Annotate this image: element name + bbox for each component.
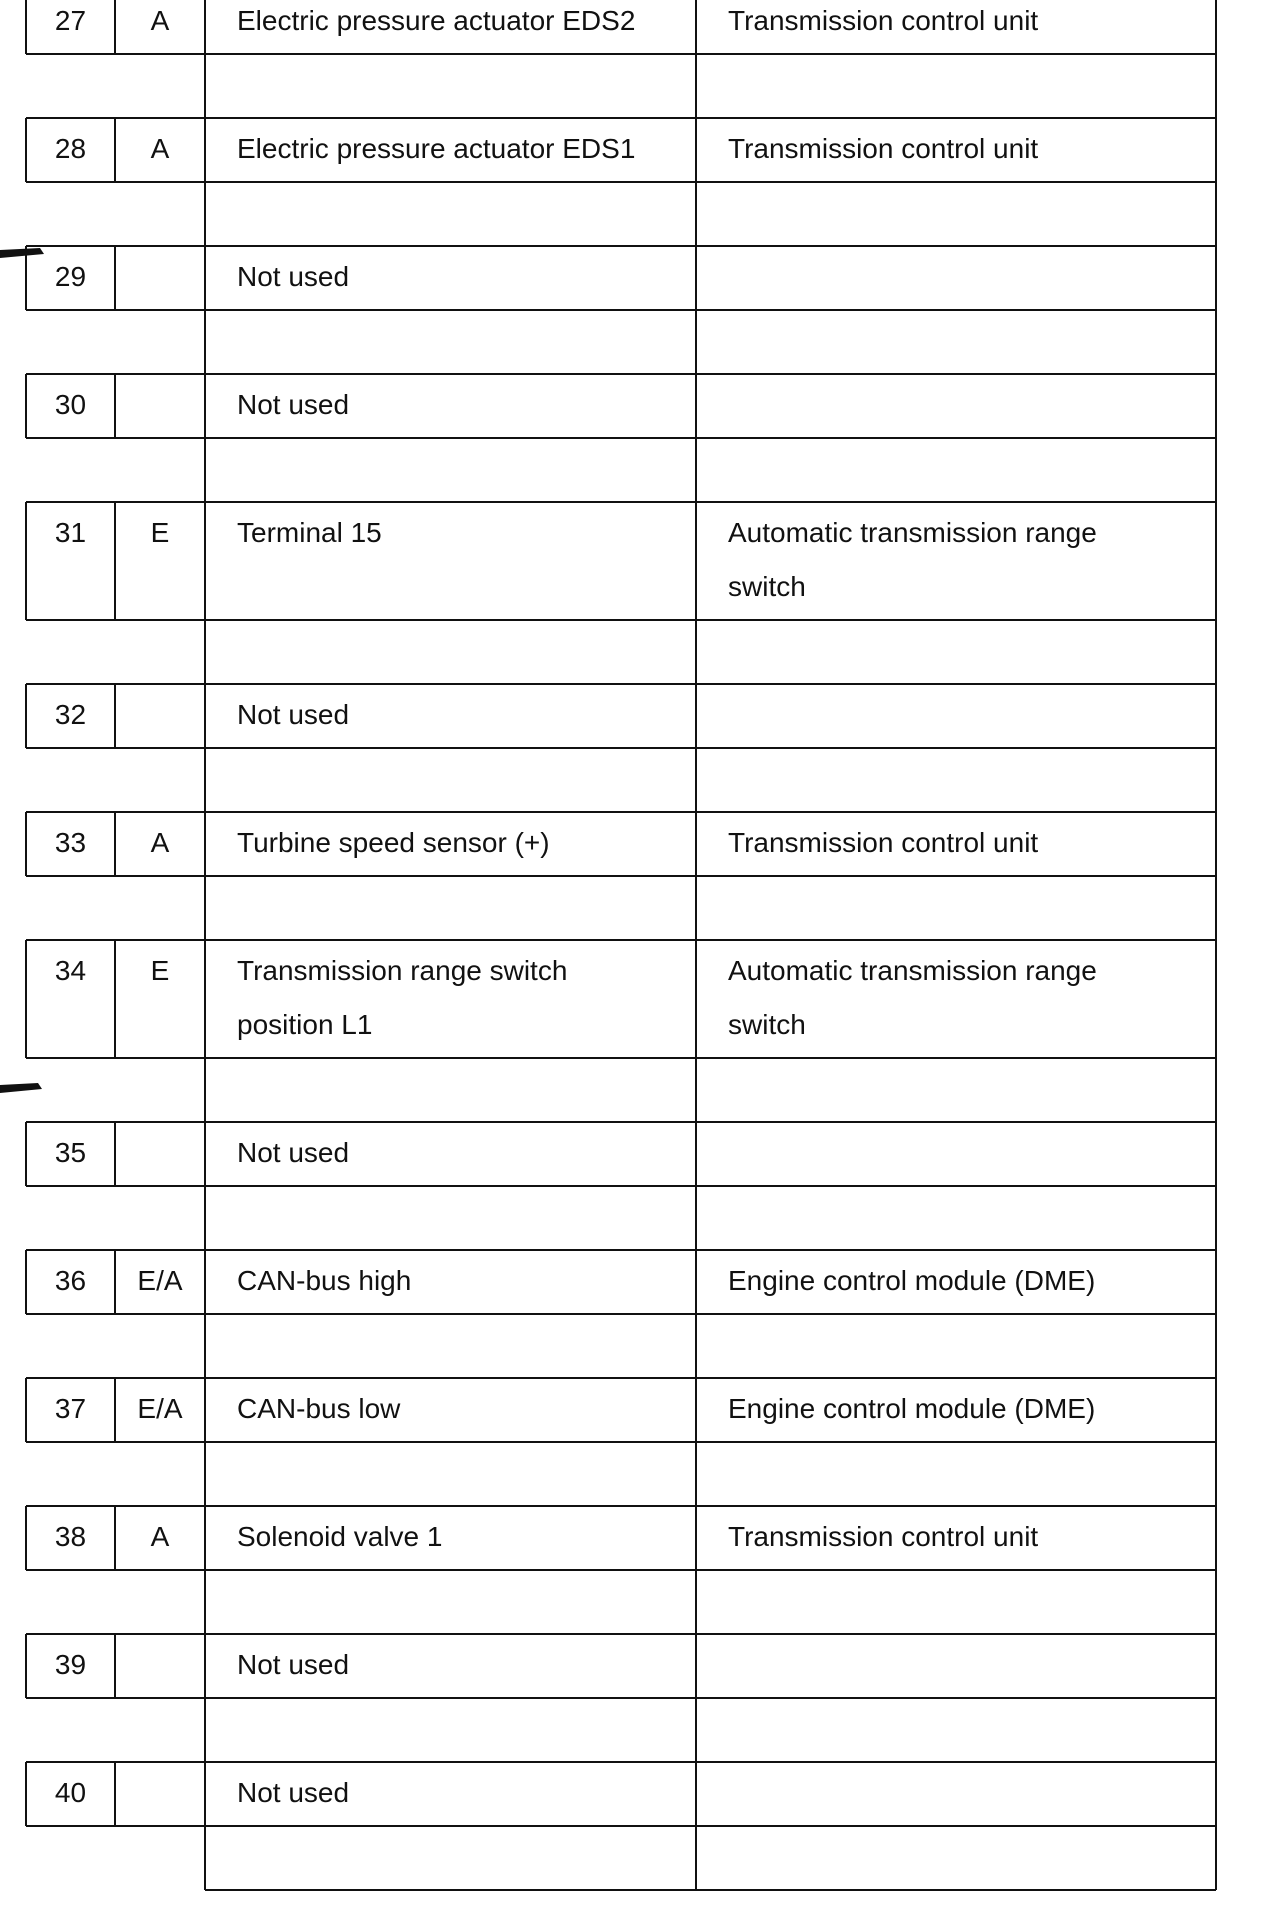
pin-description: Terminal 15 [237, 517, 382, 548]
pin-description: Not used [237, 261, 350, 292]
pin-type: E/A [137, 1393, 183, 1424]
pin-description: Electric pressure actuator EDS1 [237, 133, 636, 164]
pin-number: 33 [54, 827, 87, 858]
pin-number: 36 [54, 1265, 87, 1296]
pin-description: Electric pressure actuator EDS2 [237, 5, 636, 36]
pin-number: 34 [54, 955, 87, 986]
pin-type: E [150, 517, 170, 548]
pin-number: 27 [54, 5, 87, 36]
pin-type: A [150, 133, 170, 164]
pin-destination: Automatic transmission range switch [728, 517, 1097, 602]
pin-description: Solenoid valve 1 [237, 1521, 443, 1552]
scan-mark [0, 248, 44, 258]
pin-type: A [150, 5, 170, 36]
pin-number: 32 [54, 699, 87, 730]
pin-type: E/A [137, 1265, 183, 1296]
pin-number: 37 [54, 1393, 87, 1424]
pin-destination: Transmission control unit [728, 5, 1039, 36]
pin-destination: Automatic transmission range switch [728, 955, 1097, 1040]
pin-number: 40 [54, 1777, 87, 1808]
pin-number: 35 [54, 1137, 87, 1168]
pin-number: 28 [54, 133, 87, 164]
pin-type: A [150, 827, 170, 858]
pin-description: Not used [237, 389, 350, 420]
pin-description: Turbine speed sensor (+) [237, 827, 550, 858]
scan-mark [0, 1083, 42, 1093]
pin-number: 31 [54, 517, 87, 548]
pin-type: E [150, 955, 170, 986]
pin-destination: Transmission control unit [728, 133, 1039, 164]
pin-number: 30 [54, 389, 87, 420]
pin-number: 29 [54, 261, 87, 292]
pin-number: 38 [54, 1521, 87, 1552]
pin-destination: Transmission control unit [728, 827, 1039, 858]
pin-type: A [150, 1521, 170, 1552]
pin-description: Not used [237, 1649, 350, 1680]
pin-description: Not used [237, 699, 350, 730]
pin-destination: Engine control module (DME) [728, 1393, 1096, 1424]
pin-description: Not used [237, 1777, 350, 1808]
pin-description: CAN-bus low [237, 1393, 401, 1424]
pin-description: CAN-bus high [237, 1265, 412, 1296]
pin-destination: Transmission control unit [728, 1521, 1039, 1552]
pin-number: 39 [54, 1649, 87, 1680]
pin-description: Transmission range switch position L1 [237, 955, 568, 1040]
pin-description: Not used [237, 1137, 350, 1168]
pin-destination: Engine control module (DME) [728, 1265, 1096, 1296]
